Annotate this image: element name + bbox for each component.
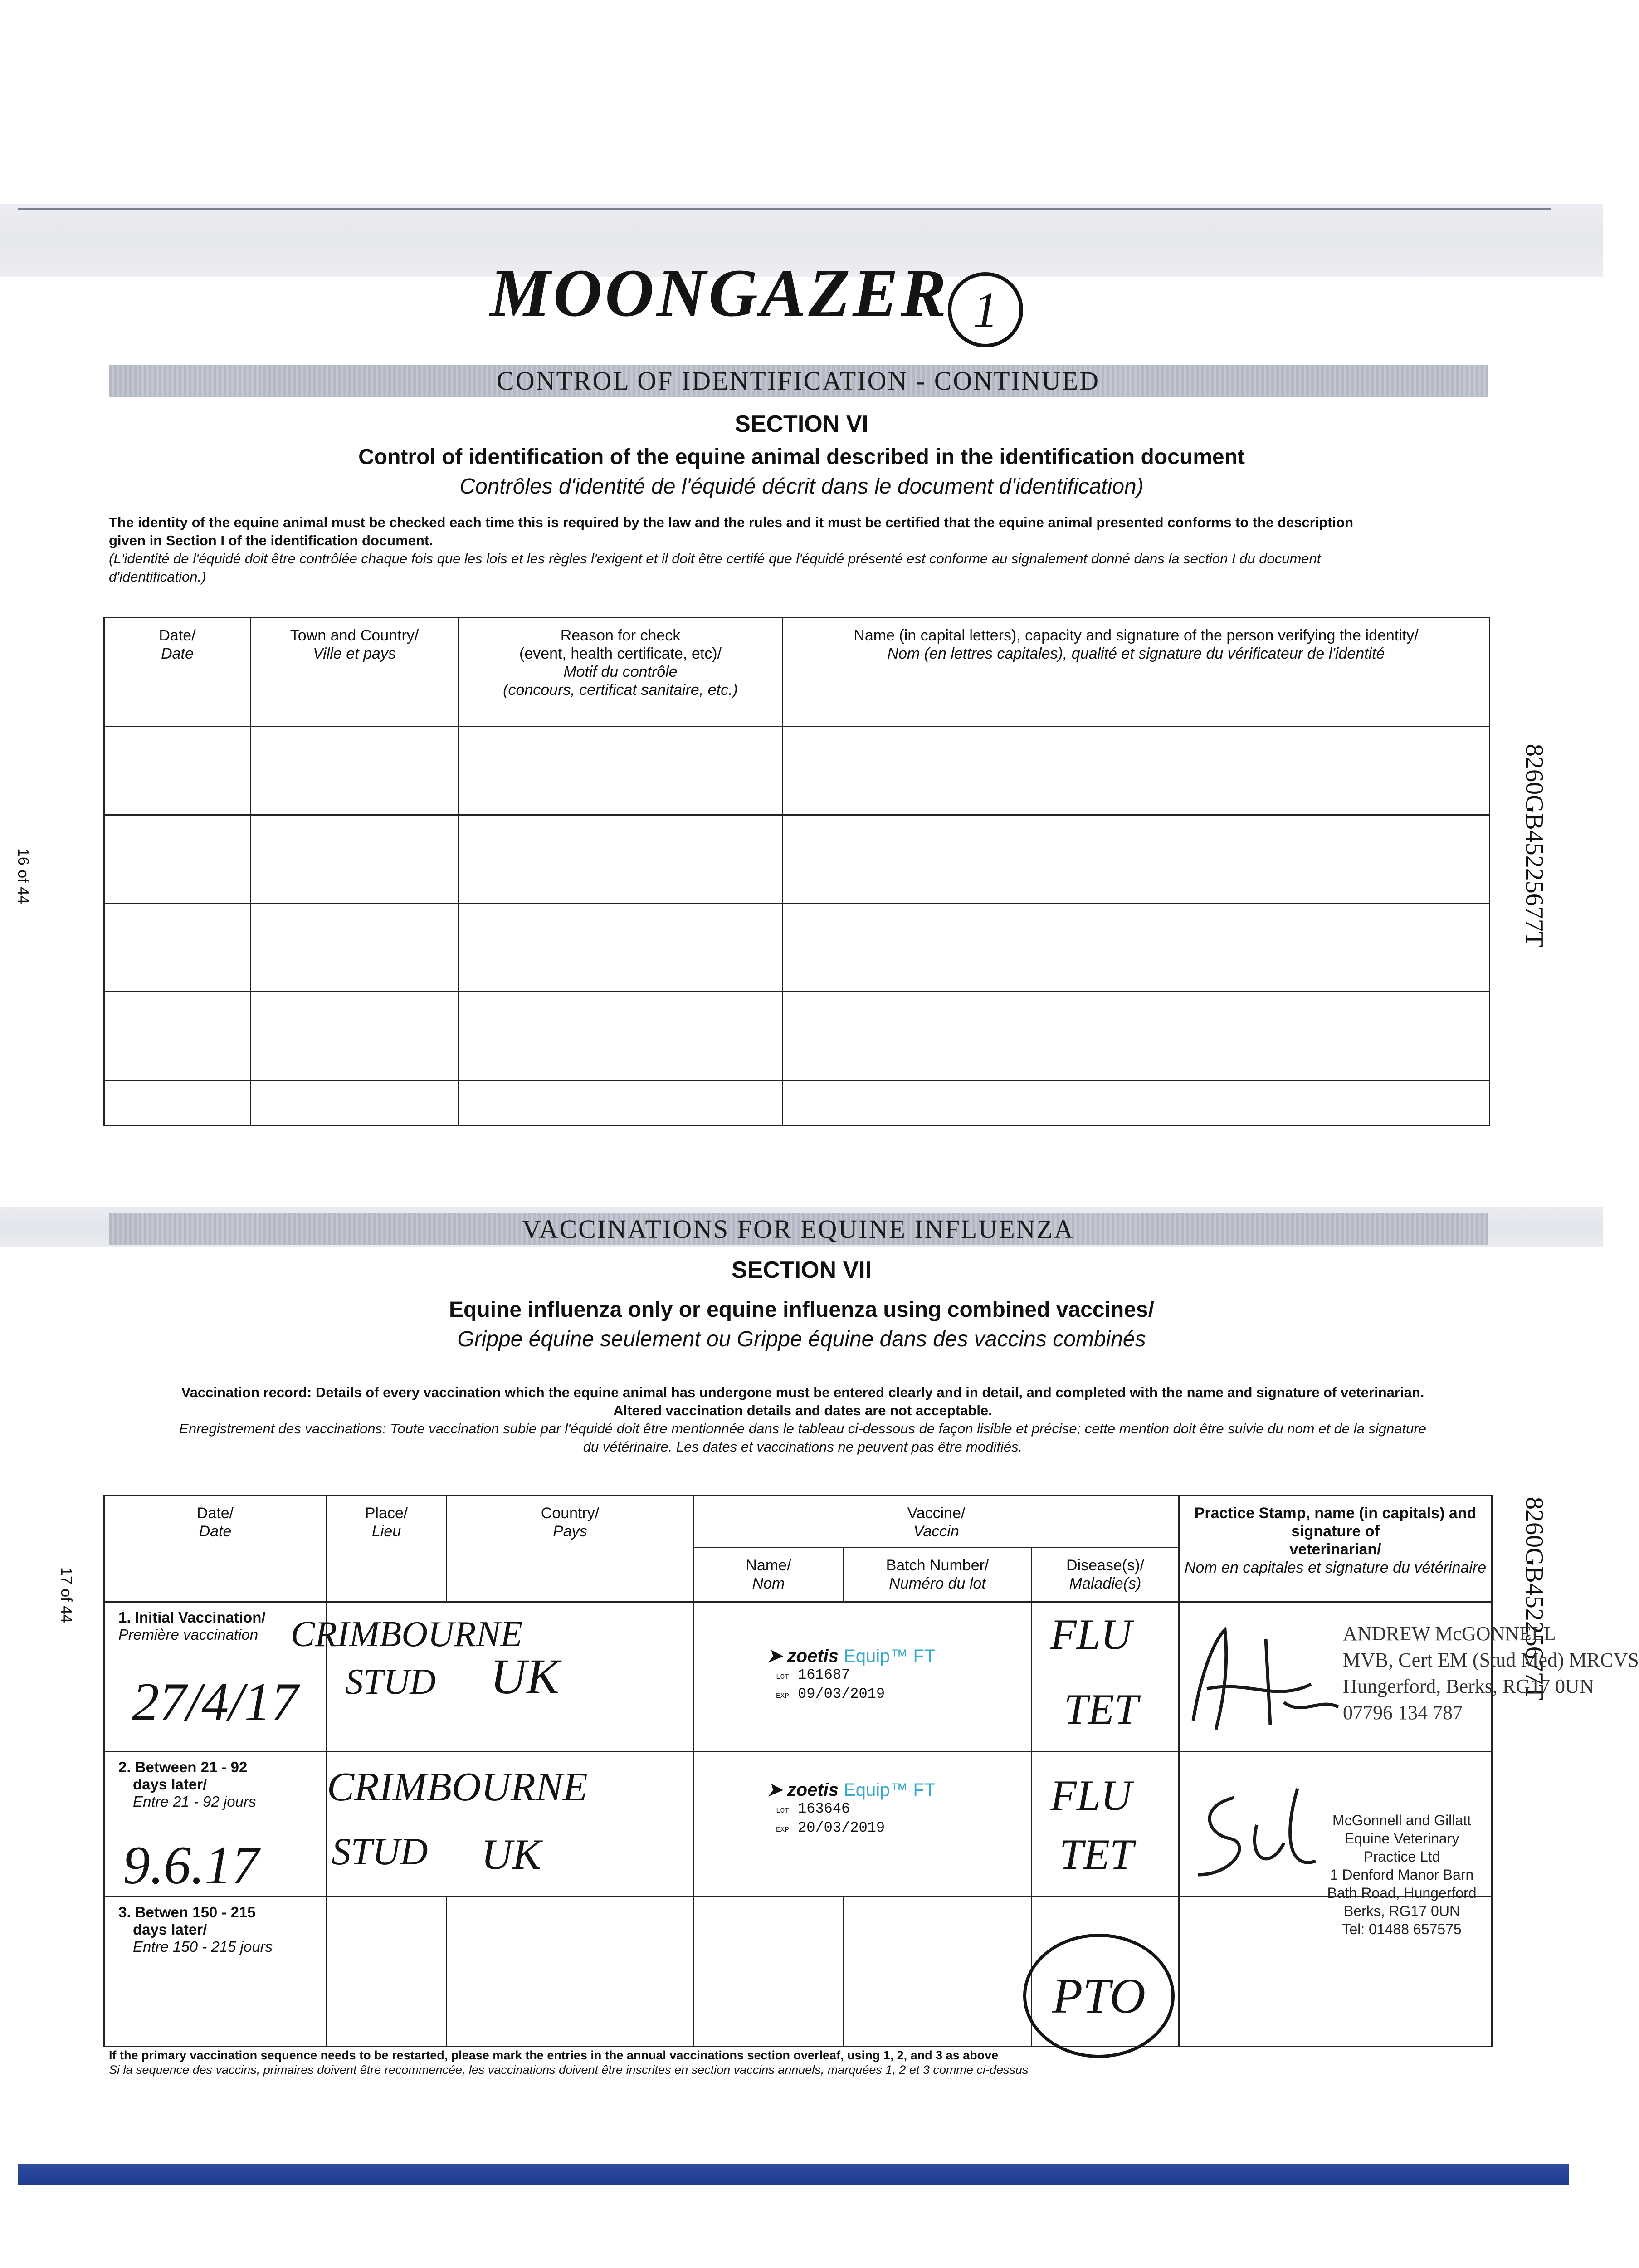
row2-stamp: McGonnell and Gillatt Equine Veterinary Practice Ltd 1 Denford Manor Barn Bath Road, Hungerford Berks, RG17 0UN Tel: 01488 657575 bbox=[1327, 1812, 1477, 1937]
row3-date-cell: 3. Betwen 150 - 215 days later/ Entre 150 - 215 jours bbox=[104, 1897, 327, 2047]
table-row bbox=[104, 1080, 1490, 1126]
side-code-top: 8260GB45225677T bbox=[1520, 744, 1548, 947]
vac-col-place: Place/ Lieu bbox=[327, 1496, 447, 1602]
row2-zoetis-logo-icon: ➤ bbox=[767, 1780, 787, 1800]
side-page-number-top: 16 of 44 bbox=[15, 848, 32, 904]
col-town-country: Town and Country/ Ville et pays bbox=[251, 618, 459, 727]
record-en-1: Vaccination record: Details of every vaccination which the equine animal has undergone must be entered clearly and in detail, and completed with the name and signature of veterinarian. bbox=[181, 1384, 1424, 1400]
vac-col-date: Date/ Date bbox=[104, 1496, 327, 1602]
section7-subtitle-fr: Grippe équine seulement ou Grippe équine dans des vaccins combinés bbox=[457, 1327, 1146, 1351]
row1-place-country-cell bbox=[291, 1602, 694, 1752]
row2-disease-1: FLU bbox=[1050, 1771, 1132, 1819]
table-row bbox=[104, 815, 1490, 904]
section7-banner bbox=[109, 1213, 1488, 1245]
vaccination-footer bbox=[109, 2048, 1497, 2077]
row1-stamp-cell bbox=[1179, 1602, 1639, 1752]
row1-place-1: CRIMBOURNE bbox=[291, 1614, 523, 1654]
row1-vaccine-sticker: ➤ zoetis Equip™ FT LOT 161687 EXP 09/03/2019 bbox=[767, 1646, 939, 1709]
row2-stamp-cell bbox=[1179, 1752, 1492, 1937]
col-name-signature: Name (in capital letters), capacity and signature of the person verifying the identity/ Nom (en lettres capitales), qualité et signature du vérificateur de l'identité bbox=[783, 618, 1490, 727]
row2-disease-cell bbox=[1032, 1752, 1179, 1897]
section7-subtitle-en: Equine influenza only or equine influenza using combined vaccines/ bbox=[449, 1298, 1154, 1322]
section6-label: SECTION VI bbox=[735, 411, 868, 437]
row1-exp: 09/03/2019 bbox=[798, 1686, 885, 1702]
intro-fr-1: (L'identité de l'équidé doit être contrôlée chaque fois que les lois et les règles l'exigent et il doit être certifé que l'équidé présenté est conforme au signalement donné dans la section I du document bbox=[109, 551, 1321, 567]
row1-vet-signature-icon bbox=[1175, 1612, 1347, 1748]
vac-col-practice-stamp: Practice Stamp, name (in capitals) and signature of veterinarian/ Nom en capitales et signature du vétérinaire bbox=[1179, 1496, 1492, 1602]
row2-place-country-cell bbox=[327, 1752, 694, 1897]
table-row bbox=[104, 992, 1490, 1080]
row1-zoetis-logo-icon: ➤ bbox=[767, 1646, 787, 1666]
handwritten-title: MOONGAZER bbox=[490, 255, 949, 331]
side-page-number-bottom: 17 of 44 bbox=[58, 1567, 75, 1623]
identification-check-table bbox=[103, 617, 1490, 1126]
vac-col-batch: Batch Number/ Numéro du lot bbox=[844, 1548, 1032, 1602]
intro-en-1: The identity of the equine animal must be checked each time this is required by the law and the rules and it must be certified that the equine animal presented conforms to the description bbox=[109, 514, 1354, 530]
vac-col-name: Name/ Nom bbox=[694, 1548, 844, 1602]
side-code-bottom: 8260GB45225677T bbox=[1520, 1497, 1548, 1700]
pto-circle bbox=[1023, 1934, 1175, 2058]
row1-lot: 161687 bbox=[798, 1667, 850, 1683]
row2-date: 9.6.17 bbox=[123, 1835, 259, 1895]
row2-lot: 163646 bbox=[798, 1800, 850, 1817]
row2-place-1: CRIMBOURNE bbox=[327, 1765, 588, 1809]
row2-date-cell: 2. Between 21 - 92 days later/ Entre 21 - 92 jours 9.6.17 bbox=[104, 1752, 327, 1897]
table-row bbox=[104, 904, 1490, 992]
col-date: Date/ Date bbox=[104, 618, 251, 727]
vac-col-disease: Disease(s)/ Maladie(s) bbox=[1032, 1548, 1179, 1602]
row2-place-2: STUD bbox=[332, 1830, 428, 1873]
row1-date: 27/4/17 bbox=[132, 1672, 298, 1732]
table-row bbox=[104, 727, 1490, 815]
pto-note: PTO bbox=[1052, 1968, 1146, 2024]
row2-exp: 20/03/2019 bbox=[798, 1819, 885, 1836]
row1-disease-1: FLU bbox=[1050, 1610, 1132, 1658]
intro-fr-2: d'identification.) bbox=[109, 569, 206, 585]
row2-vet-signature-icon bbox=[1180, 1770, 1329, 1888]
section6-intro bbox=[109, 513, 1478, 586]
vac-col-vaccine: Vaccine/ Vaccin bbox=[694, 1496, 1179, 1548]
row2-disease-2: TET bbox=[1059, 1830, 1134, 1878]
row2-vaccine-sticker: ➤ zoetis Equip™ FT LOT 163646 EXP 20/03/2019 bbox=[767, 1779, 939, 1843]
section6-subtitle-fr: Contrôles d'identité de l'équidé décrit dans le document d'identification) bbox=[459, 474, 1144, 499]
vac-col-country: Country/ Pays bbox=[447, 1496, 694, 1602]
footer-fr: Si la sequence des vaccins, primaires doivent être recommencée, les vaccinations doivent être inscrites en section vaccins annuels, marquées 1, 2 et 3 comme ci-dessus bbox=[109, 2063, 1029, 2077]
row1-country: UK bbox=[490, 1649, 560, 1704]
row3-disease-cell bbox=[1032, 1897, 1179, 2047]
row1-date-cell: 1. Initial Vaccination/ Première vaccination 27/4/17 bbox=[104, 1602, 327, 1752]
vaccination-row-2 bbox=[104, 1752, 1492, 1897]
record-fr-2: du vétérinaire. Les dates et vaccinations ne peuvent pas être modifiés. bbox=[583, 1439, 1023, 1455]
section6-subtitle-en: Control of identification of the equine animal described in the identification document bbox=[358, 445, 1245, 469]
row1-place-2: STUD bbox=[345, 1662, 436, 1702]
section6-banner-text: CONTROL OF IDENTIFICATION - CONTINUED bbox=[497, 366, 1100, 396]
section7-banner-text: VACCINATIONS FOR EQUINE INFLUENZA bbox=[522, 1214, 1074, 1244]
row1-disease-2: TET bbox=[1064, 1685, 1138, 1733]
scan-edge-line bbox=[18, 208, 1551, 210]
vaccination-row-3 bbox=[104, 1897, 1492, 2047]
record-fr-1: Enregistrement des vaccinations: Toute vaccination subie par l'équidé doit être mentionnée dans le tableau ci-dessous de façon lisible et précise; cette mention doit être suivie du nom et de la signature bbox=[179, 1421, 1426, 1437]
record-en-2: Altered vaccination details and dates are not acceptable. bbox=[613, 1403, 992, 1418]
footer-en: If the primary vaccination sequence needs to be restarted, please mark the entries in the annual vaccinations section overleaf, using 1, 2, and 3 as above bbox=[109, 2048, 999, 2062]
intro-en-2: given in Section I of the identification document. bbox=[109, 533, 433, 548]
table-header-row bbox=[104, 618, 1490, 727]
vaccination-row-1 bbox=[104, 1602, 1492, 1752]
section6-banner bbox=[109, 365, 1488, 397]
row2-country: UK bbox=[481, 1830, 541, 1878]
vaccination-record-text bbox=[109, 1383, 1497, 1456]
handwritten-circle bbox=[948, 272, 1023, 347]
scan-edge-bottom bbox=[18, 2164, 1569, 2185]
col-reason: Reason for check (event, health certificate, etc)/ Motif du contrôle (concours, certificat sanitaire, etc.) bbox=[459, 618, 783, 727]
circle-number: 1 bbox=[973, 282, 998, 337]
row1-stamp: ANDREW McGONNELL MVB, Cert EM (Stud Med) MRCVS Hungerford, Berks, RG17 0UN 07796 134 787 bbox=[1343, 1623, 1639, 1724]
row1-disease-cell bbox=[1032, 1602, 1179, 1752]
row1-vaccine-sticker-cell bbox=[694, 1602, 1032, 1752]
section7-label: SECTION VII bbox=[731, 1257, 872, 1283]
row2-vaccine-sticker-cell bbox=[694, 1752, 1032, 1897]
